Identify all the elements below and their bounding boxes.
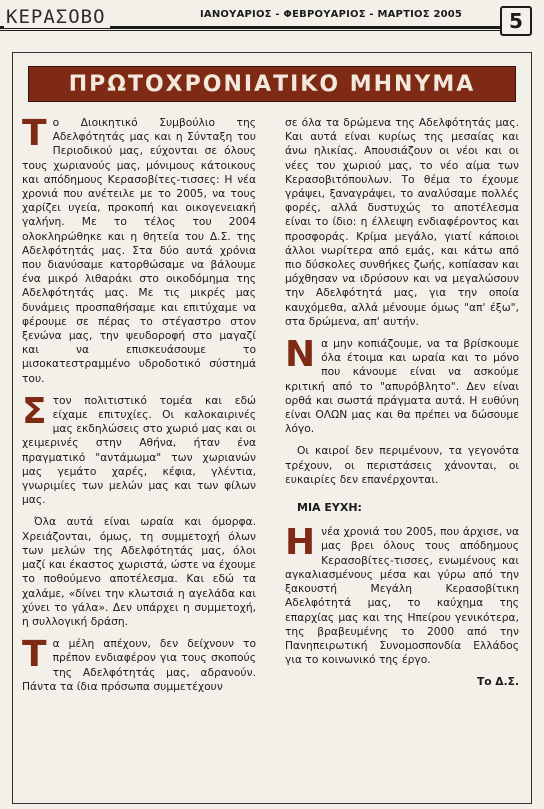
right-column (285, 116, 519, 690)
paragraph: σε όλα τα δρώμενα της Αδελφότητάς μας. Και αυτά είναι κυρίως της μεσαίας και άνω ηλικίας. Απουσιάζουν οι νέοι και οι νέες του χωριού μας, το νέο αίμα των Κερασοβιτόπουλων. Το θέμα το έχουμε γράψει, ξαναγράψει, το αναλύσαμε πολλές φορές, αλλά δυστυχώς το αποτέλεσμα είναι το ίδιο: η έλλειψη ενδιαφέροντος και προσφοράς. Κρίμα μεγάλο, γιατί κάποιοι άλλοι νωρίτερα από εμάς, και κάτω από πιο δύσκολες συνθήκες ζωής, κοπίασαν και μόχθησαν να ιδρύσουν και να μεγαλώσουν την Αδελφότητά μας, για την οποία καυχόμεθα, αλλά μένουμε όμως "απ' έξω", στα δρώμενα, απ' αυτήν. (285, 116, 519, 328)
drop-cap: Σ (22, 390, 47, 432)
left-column (22, 113, 256, 702)
page-number: 5 (500, 6, 532, 36)
paragraph-text: α μέλη απέχουν, δεν δείχνουν το πρέπον ενδιαφέρον για τους σκοπούς της Αδελφότητάς μας, αδρανούν. Πάντα τα ίδια πρόσωπα συμμετέχουν (22, 637, 256, 693)
paragraph (22, 113, 256, 386)
subheading: ΜΙΑ ΕΥΧΗ: (297, 501, 362, 515)
paragraph: Οι καιροί δεν περιμένουν, τα γεγονότα τρέχουν, οι περιστάσεις χάνονται, οι ευκαιρίες δεν επανέρχονται. (285, 444, 519, 486)
paragraph-text: τον πολιτιστικό τομέα και εδώ είχαμε επιτυχίες. Οι καλοκαιρινές μας εκδηλώσεις στο χωριό μας και οι χειμερινές στην Αθήνα, ήταν ένα πραγματικό "αντάμωμα" των χωριανών μας γεμάτο χαρές, κέφια, γλέντια, γνωριμίες των μελών μας και των φίλων μας. (22, 393, 256, 507)
paragraph: Όλα αυτά είναι ωραία και όμορφα. Χρειάζονται, όμως, τη συμμετοχή όλων των μελών της Αδελφότητάς μας, όλοι μαζί και έκαστος χωριστά, ώστε να έχουμε το ποθούμενο αποτέλεσμα. Και εδώ τα χαλάμε, «δίνει την κλωτσιά η αγελάδα και χύνει το γάλα». Δεν υπάρχει η συμμετοχή, η συλλογική δράση. (22, 515, 256, 628)
article-title: ΠΡΩΤΟΧΡΟΝΙΑΤΙΚΟ ΜΗΝΥΜΑ (68, 71, 476, 97)
issue-date: ΙΑΝΟΥΑΡΙΟΣ - ΦΕΒΡΟΥΑΡΙΟΣ - ΜΑΡΤΙΟΣ 2005 (196, 9, 466, 20)
paragraph-text: ο Διοικητικό Συμβούλιο της Αδελφότητάς μας και η Σύνταξη του Περιοδικού μας, εύχονται σε όλους τους χωριανούς μας, μόνιμους κάτοικους και απόδημους Κερασοβίτες-τισσες: Η νέα χρονιά που ανέτειλε με το 2005, να τους χαρίζει υγεία, προκοπή και οικογενειακή γαλήνη. Με το τέλος του 2004 ολοκληρώθηκε και η θητεία του Δ.Σ. της Αδελφότητάς μας. Στα δύο αυτά χρόνια που διανύσαμε κατορθώσαμε να βάλουμε ένα μικρό λιθαράκι στο οικοδόμημα της Αδελφότητάς μας. Με τις μικρές μας δυνάμεις προσπαθήσαμε και επιτύχαμε να φέρουμε σε πέρας το στέγαστρο στον ξενώνα μας, την ψευδοροφή στο μαγαζί και να επισκευάσουμε το μισοκατεστραμμένο υδροδοτικό σύστημά του. (22, 116, 256, 385)
paragraph (22, 634, 256, 694)
drop-cap: Η (285, 522, 316, 564)
paragraph-text: νέα χρονιά του 2005, που άρχισε, να μας βρει όλους τους απόδημους Κερασοβίτες-τισσες, ενωμένους και αγκαλιασμένους μέσα και γύρω από την ξακουστή Μεγάλη Κερασοβίτικη Αδελφότητά μας, το καύχημα της επαρχίας μας και της Ηπείρου γενικότερα, της βραβευμένης το 2000 από την Πανηπειρωτική Συνομοσπονδία Ελλάδος για το κοινωνικό της έργο. (285, 525, 519, 667)
page-header (0, 0, 544, 36)
paragraph (22, 390, 256, 508)
drop-cap: Τ (22, 113, 47, 154)
drop-cap: Τ (22, 634, 47, 676)
paragraph-text: α μην κοπιάζουμε, να τα βρίσκουμε όλα έτοιμα και ωραία και το μόνο που κάνουμε είναι να ασκούμε κριτική από το "απυρόβλητο". Δεν είναι ορθά και σωστά πράγματα αυτά. Η ευθύνη είναι ΟΛΩΝ μας και θα πρέπει να δώσουμε λόγο. (285, 337, 519, 436)
article-title-bar (28, 66, 516, 102)
signature: Το Δ.Σ. (476, 675, 519, 689)
paragraph (285, 334, 519, 436)
newspaper-name: ΚΕΡΑΣΟΒΟ (4, 6, 110, 28)
header-rule-thin (0, 30, 500, 31)
paragraph (285, 522, 519, 667)
drop-cap: Ν (285, 334, 316, 376)
